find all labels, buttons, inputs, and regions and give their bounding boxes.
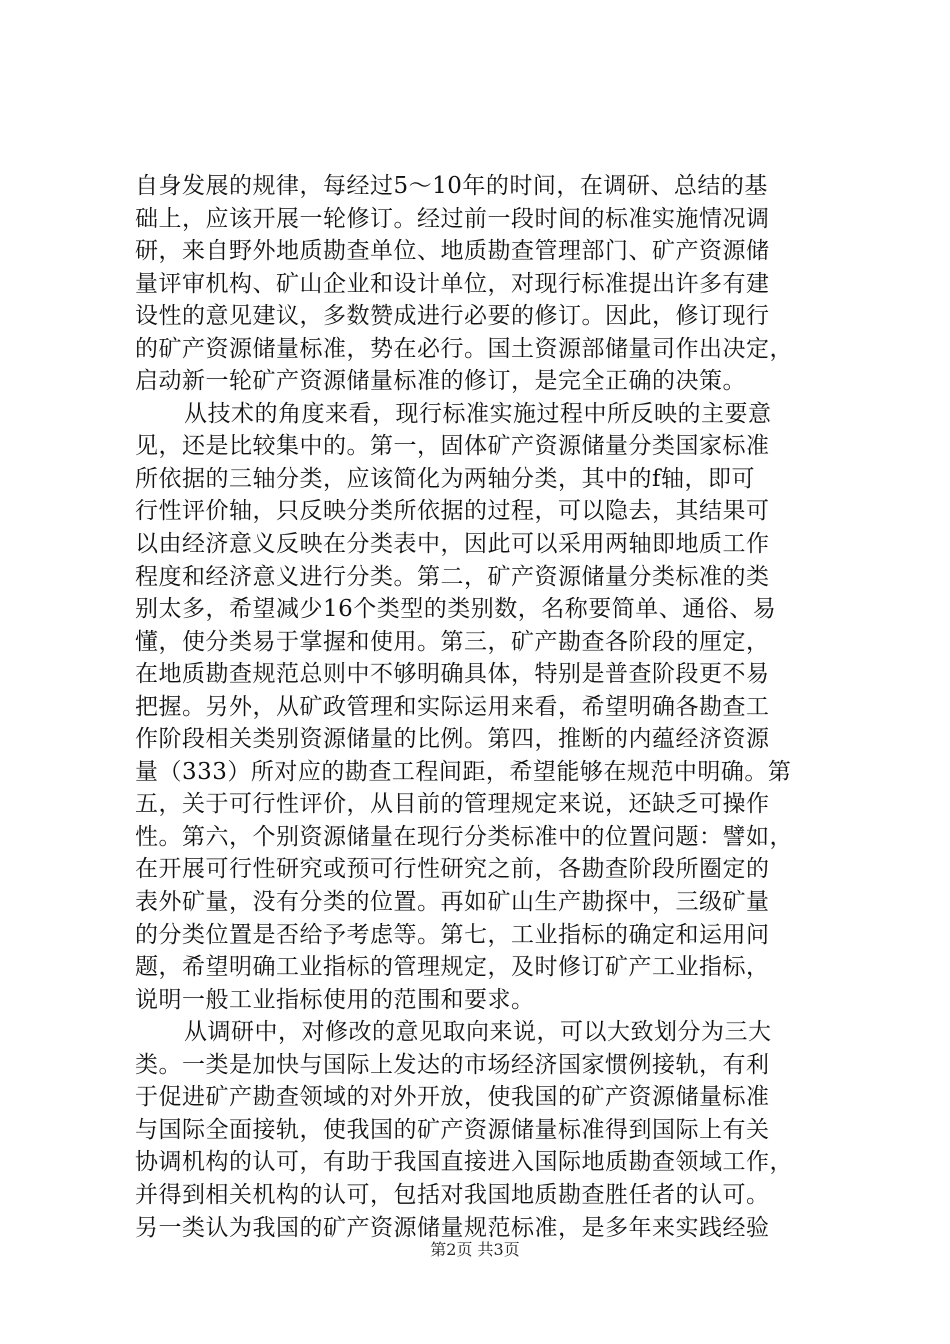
- text-line: 与国际全面接轨，使我国的矿产资源储量标准得到国际上有关: [135, 1116, 770, 1143]
- text-line: 并得到相关机构的认可，包括对我国地质勘查胜任者的认可。: [135, 1181, 770, 1208]
- paragraph-start-line: 从调研中，对修改的意见取向来说，可以大致划分为三大: [184, 1019, 772, 1046]
- text-line: 五，关于可行性评价，从目前的管理规定来说，还缺乏可操作: [135, 791, 770, 818]
- text-line: 量（333）所对应的勘查工程间距，希望能够在规范中明确。第: [135, 758, 792, 785]
- page-number-footer: 第2页 共3页: [430, 1240, 520, 1259]
- text-line: 性。第六，个别资源储量在现行分类标准中的位置问题：譬如，: [135, 823, 793, 850]
- text-line: 自身发展的规律，每经过5～10年的时间，在调研、总结的基: [135, 173, 768, 199]
- text-line: 协调机构的认可，有助于我国直接进入国际地质勘查领域工作，: [135, 1149, 793, 1176]
- text-line: 所依据的三轴分类，应该简化为两轴分类，其中的f轴，即可: [135, 465, 756, 492]
- text-line: 以由经济意义反映在分类表中，因此可以采用两轴即地质工作: [135, 531, 770, 558]
- text-line: 的分类位置是否给予考虑等。第七，工业指标的确定和运用问: [135, 921, 770, 948]
- text-line: 础上，应该开展一轮修订。经过前一段时间的标准实施情况调: [135, 205, 770, 232]
- text-line: 说明一般工业指标使用的范围和要求。: [135, 986, 535, 1013]
- text-line: 程度和经济意义进行分类。第二，矿产资源储量分类标准的类: [135, 563, 770, 590]
- text-line: 见，还是比较集中的。第一，固体矿产资源储量分类国家标准: [135, 433, 770, 460]
- body-text: [135, 170, 835, 1244]
- text-line: 别太多，希望减少16个类型的类别数，名称要简单、通俗、易: [135, 596, 777, 623]
- text-line: 题，希望明确工业指标的管理规定，及时修订矿产工业指标，: [135, 954, 770, 981]
- text-line: 把握。另外，从矿政管理和实际运用来看，希望明确各勘查工: [135, 693, 770, 720]
- text-line: 量评审机构、矿山企业和设计单位，对现行标准提出许多有建: [135, 270, 770, 297]
- text-line: 作阶段相关类别资源储量的比例。第四，推断的内蕴经济资源: [135, 726, 770, 753]
- text-line: 懂，使分类易于掌握和使用。第三，矿产勘查各阶段的厘定，: [135, 628, 770, 655]
- text-line: 在地质勘查规范总则中不够明确具体，特别是普查阶段更不易: [135, 661, 770, 688]
- text-line: 设性的意见建议，多数赞成进行必要的修订。因此，修订现行: [135, 303, 770, 330]
- text-line: 的矿产资源储量标准，势在必行。国土资源部储量司作出决定，: [135, 335, 793, 362]
- text-line: 表外矿量，没有分类的位置。再如矿山生产勘探中，三级矿量: [135, 889, 770, 916]
- text-line: 行性评价轴，只反映分类所依据的过程，可以隐去，其结果可: [135, 498, 770, 525]
- paragraph-start-line: 从技术的角度来看，现行标准实施过程中所反映的主要意: [184, 400, 772, 427]
- text-line: 研，来自野外地质勘查单位、地质勘查管理部门、矿产资源储: [135, 238, 770, 265]
- text-line: 另一类认为我国的矿产资源储量规范标准，是多年来实践经验: [135, 1214, 770, 1241]
- text-line: 在开展可行性研究或预可行性研究之前，各勘查阶段所圈定的: [135, 856, 770, 883]
- text-line: 启动新一轮矿产资源储量标准的修订，是完全正确的决策。: [135, 368, 746, 395]
- text-line: 于促进矿产勘查领域的对外开放，使我国的矿产资源储量标准: [135, 1084, 770, 1111]
- text-line: 类。一类是加快与国际上发达的市场经济国家惯例接轨，有利: [135, 1051, 770, 1078]
